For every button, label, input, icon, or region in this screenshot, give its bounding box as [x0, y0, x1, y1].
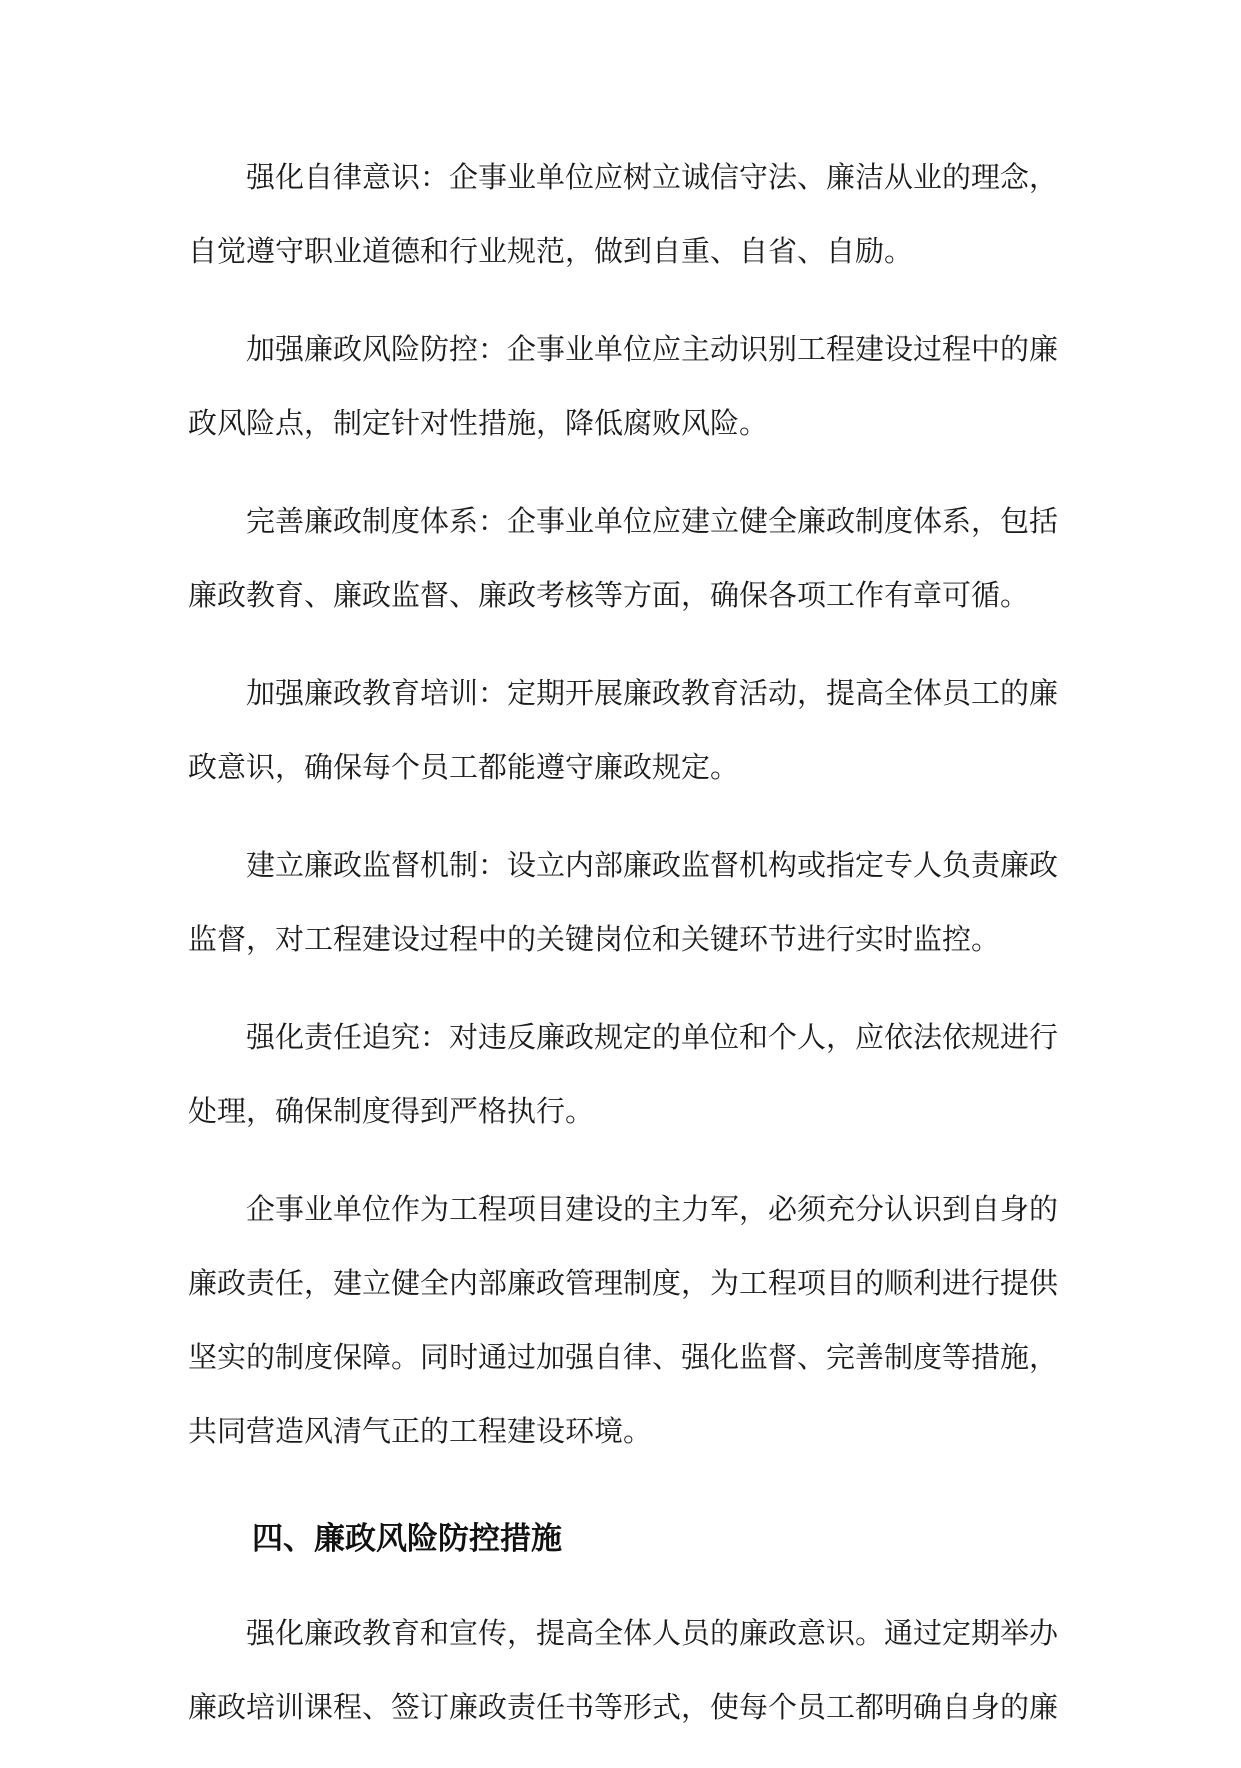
- paragraph-education-publicity: 强化廉政教育和宣传，提高全体人员的廉政意识。通过定期举办廉政培训课程、签订廉政责任书等形式，使每个员工都明确自身的廉: [188, 1616, 1059, 1724]
- paragraph-accountability: 强化责任追究：对违反廉政规定的单位和个人，应依法依规进行处理，确保制度得到严格执行。: [188, 1020, 1059, 1128]
- section-heading: 四、廉政风险防控措施: [252, 1521, 562, 1557]
- paragraph-system-improvement: 完善廉政制度体系：企事业单位应建立健全廉政制度体系，包括廉政教育、廉政监督、廉政考核等方面，确保各项工作有章可循。: [188, 504, 1059, 612]
- paragraph-supervision-mechanism: 建立廉政监督机制：设立内部廉政监督机构或指定专人负责廉政监督，对工程建设过程中的关键岗位和关键环节进行实时监控。: [188, 848, 1059, 956]
- paragraph-education-training: 加强廉政教育培训：定期开展廉政教育活动，提高全体员工的廉政意识，确保每个员工都能遵守廉政规定。: [188, 676, 1059, 784]
- paragraph-risk-control: 加强廉政风险防控：企事业单位应主动识别工程建设过程中的廉政风险点，制定针对性措施，降低腐败风险。: [188, 332, 1059, 440]
- paragraph-summary: 企事业单位作为工程项目建设的主力军，必须充分认识到自身的廉政责任，建立健全内部廉政管理制度，为工程项目的顺利进行提供坚实的制度保障。同时通过加强自律、强化监督、完善制度等措施，共同营造风清气正的工程建设环境。: [188, 1192, 1059, 1448]
- document-body: [188, 140, 1058, 1768]
- paragraph-self-discipline: 强化自律意识：企事业单位应树立诚信守法、廉洁从业的理念，自觉遵守职业道德和行业规范，做到自重、自省、自励。: [188, 160, 1059, 268]
